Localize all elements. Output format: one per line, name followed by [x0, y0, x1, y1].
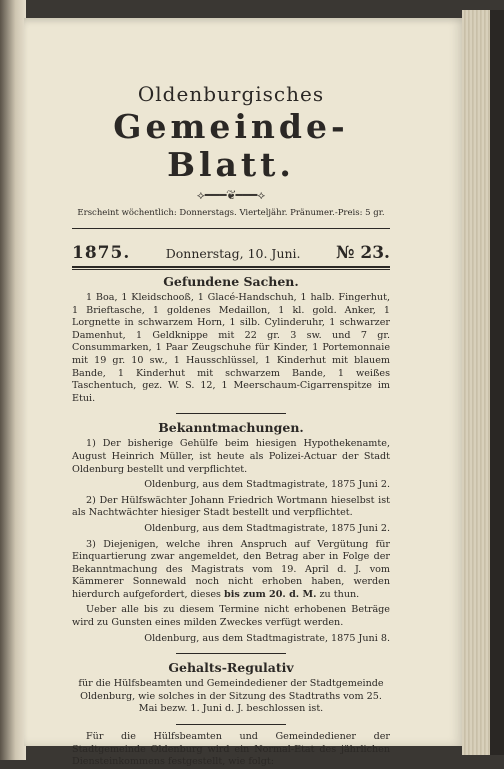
divider	[176, 413, 286, 414]
publication-name: Gemeinde-Blatt.	[113, 107, 349, 184]
found-items-text: 1 Boa, 1 Kleidschooß, 1 Glacé-Handschuh, 1 halb. Fingerhut, 1 Brieftasche, 1 goldenes Medaillon, 1 kl. gold. Anker, 1 Lorgnette in schwarzem Horn, 1 silb. Cylinderuhr, 1 schwarzer Damenhut, 1 Geldknippe mit 22 gr. 3 sw. und 7 gr. Consummarken, 1 Paar Zeugschuhe für Kinder, 1 Portemonnaie mit 19 gr. 10 sw., 1 Hausschlüssel, 1 Kinderhut mit blauem Bande, 1 Kinderhut mit schwarzem Bande, 1 weißes Taschentuch, gez. W. S. 12, 1 Meerschaum-Cigarrenspitze im Etui.	[72, 292, 390, 404]
notice-3	[72, 539, 390, 602]
title-ornament: ⟡━━━❦━━━⟡	[196, 188, 266, 202]
issue-number: № 23.	[336, 243, 390, 263]
publication-title: Oldenburgisches	[137, 82, 325, 106]
issue-date: Donnerstag, 10. Juni.	[165, 246, 301, 261]
section-heading-found: Gefundene Sachen.	[163, 274, 299, 289]
notice-1: 1) Der bisherige Gehülfe beim hiesigen Hypothekenamte, August Heinrich Müller, ist heute als Polizei-Actuar der Stadt Oldenburg bestellt und verpflichtet.	[72, 438, 390, 475]
divider	[176, 724, 286, 725]
notice-2-signature: Oldenburg, aus dem Stadtmagistrate, 1875 Juni 2.	[144, 522, 390, 534]
section-heading-salary: Gehalts-Regulativ	[168, 660, 294, 676]
dateline	[72, 243, 390, 263]
divider	[72, 228, 390, 229]
book-spine	[0, 0, 26, 760]
divider	[72, 266, 390, 270]
notice-3-text: 3) Diejenigen, welche ihren Anspruch auf Vergütung für Einquartierung zwar angemeldet, den Betrag aber in Folge der Bekanntmachung des Magistrats vom 19. April d. J. vom Kämmerer Sonnewald noch nicht erhoben haben, werden hierdurch aufgefordert, dieses	[72, 538, 390, 600]
salary-subheading: für die Hülfsbeamten und Gemeindediener der Stadtgemeinde Oldenburg, wie solches in der Sitzung des Stadtraths vom 25. Mai bezw. 1. Juni d. J. beschlossen ist.	[78, 678, 384, 715]
publication-info: Erscheint wöchentlich: Donnerstags. Vierteljähr. Pränumer.-Preis: 5 gr.	[77, 208, 385, 218]
notice-3-text-end: zu thun.	[319, 588, 360, 600]
notice-3-continuation: Ueber alle bis zu diesem Termine nicht erhobenen Beträge wird zu Gunsten eines milden Zweckes verfügt werden.	[72, 604, 390, 629]
page-edges	[462, 10, 504, 755]
section-heading-notices: Bekanntmachungen.	[158, 420, 304, 436]
notice-3-deadline: bis zum 20. d. M.	[224, 588, 317, 600]
page-content	[72, 28, 390, 769]
notice-2: 2) Der Hülfswächter Johann Friedrich Wortmann hieselbst ist als Nachtwächter hiesiger Stadt bestellt und verpflichtet.	[72, 494, 390, 519]
salary-text: Für die Hülfsbeamten und Gemeindediener der Stadtgemeinde Oldenburg wird ein Normal-Etat des jährlichen Diensteinkommens festgestellt, wie folgt:	[72, 731, 390, 768]
notice-3-signature: Oldenburg, aus dem Stadtmagistrate, 1875 Juni 8.	[144, 632, 390, 644]
divider	[176, 653, 286, 654]
notice-1-signature: Oldenburg, aus dem Stadtmagistrate, 1875 Juni 2.	[144, 479, 390, 491]
issue-year: 1875.	[72, 243, 131, 263]
